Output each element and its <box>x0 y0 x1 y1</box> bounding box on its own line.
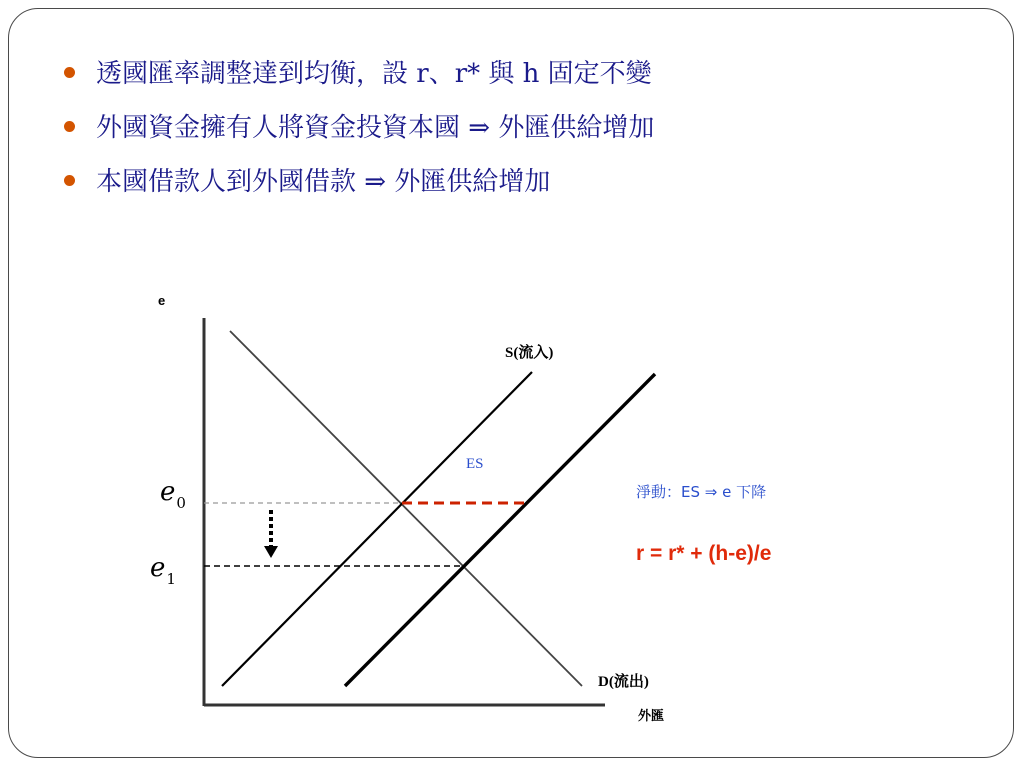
e0-base: e <box>160 477 176 507</box>
supply-label: S(流入) <box>505 345 554 361</box>
bullet-text-2: 外國資金擁有人將資金投資本國 ⇒ 外匯供給增加 <box>96 113 655 143</box>
e0-label <box>160 477 186 512</box>
demand-label: D(流出) <box>598 674 649 690</box>
supply-curve-shifted <box>345 374 655 686</box>
e1-base: e <box>150 553 166 583</box>
e1-subscript: 1 <box>166 570 176 588</box>
down-arrow-icon <box>264 510 278 558</box>
supply-curve-original <box>222 372 532 686</box>
excess-supply-label: ES <box>466 456 484 472</box>
demand-curve <box>230 331 582 686</box>
bullet-text-3: 本國借款人到外國借款 ⇒ 外匯供給增加 <box>96 167 551 197</box>
x-axis-label: 外匯 <box>638 708 665 723</box>
bullet-text-1: 透國匯率調整達到均衡，設 r、r* 與 h 固定不變 <box>96 59 652 89</box>
e0-subscript: 0 <box>176 494 186 512</box>
y-axis-label: e <box>158 293 166 308</box>
interest-parity-formula: r = r* + (h-e)/e <box>636 542 772 565</box>
shift-note: 淨動：ES ⇒ e 下降 <box>636 483 767 501</box>
e1-label <box>150 553 176 588</box>
